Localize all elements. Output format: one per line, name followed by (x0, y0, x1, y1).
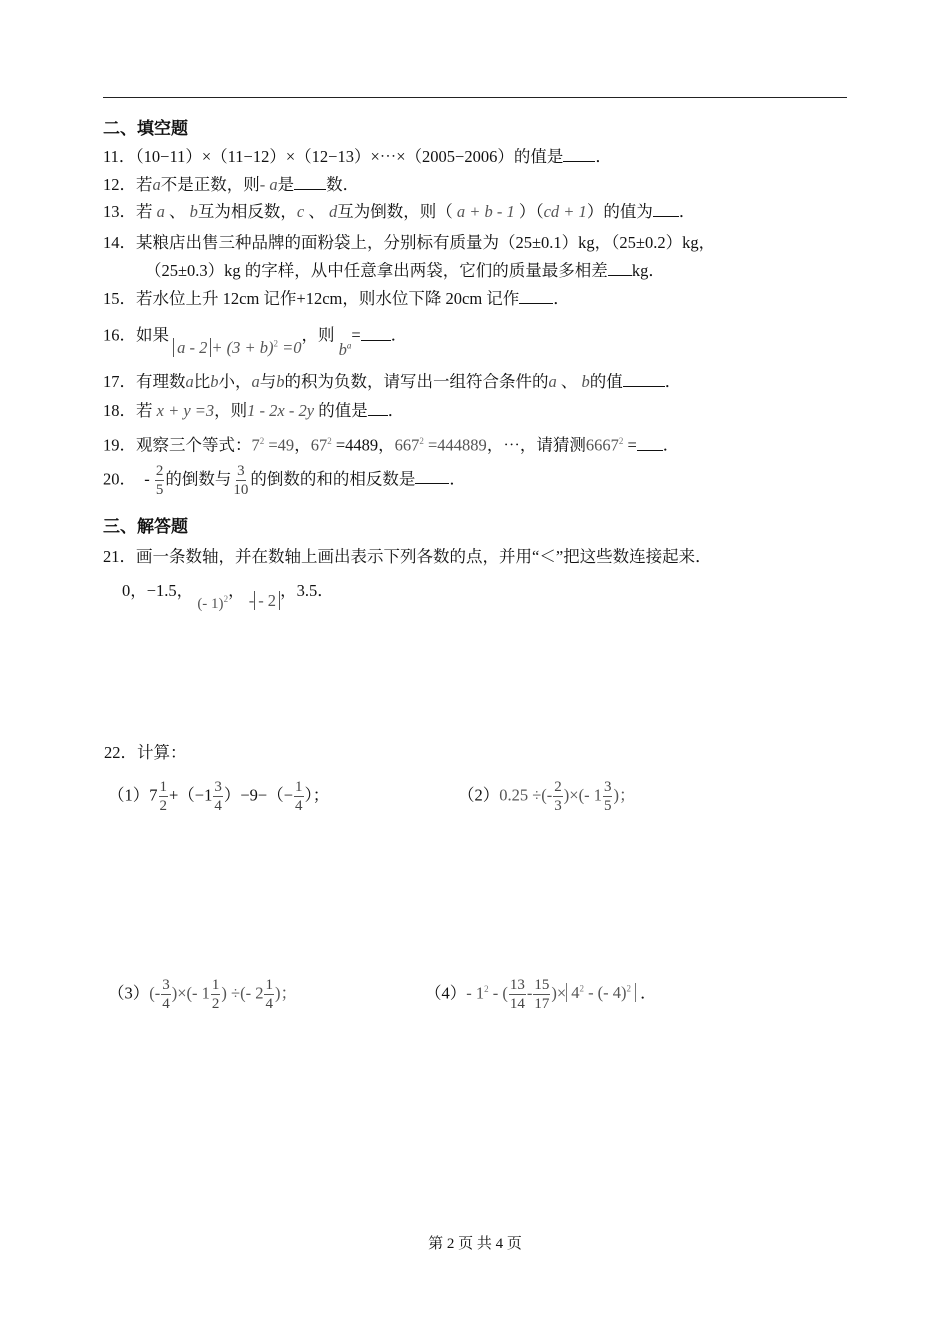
answer-blank (361, 326, 391, 341)
negative-absolute-value: - - 2 (249, 591, 280, 610)
fraction: $\frac{1}{4}$ (265, 977, 273, 1012)
question-17: 17．有理数a比b小，a与b的积为负数，请写出一组符合条件的a 、 b的值 ． (103, 372, 682, 391)
question-20: 20． - $\frac{2}{5}$ 的倒数与 $\frac{3}{10}$ 的倒数的和的相反数是 ． (103, 463, 466, 498)
page-footer: 第 2 页 共 4 页 (428, 1236, 522, 1252)
problem-22-2: （2）0.25 ÷(- $\frac{2}{3}$ )×(- 1 $\frac{3}{5}$ )； (458, 779, 636, 814)
fraction: $\frac{3}{4}$ (162, 977, 170, 1012)
fraction: $\frac{2}{3}$ (554, 779, 562, 814)
question-22: 22．计算： (104, 743, 187, 762)
problem-22-4: （4）- $1^2$ - ( $\frac{13}{14}$ - $\frac{15}{17}$ )× $4^2$ - (- 4)$^2$ ． (425, 977, 657, 1012)
answer-blank (415, 469, 449, 484)
question-15: 15．若水位上升 12cm 记作+12cm，则水位下降 20cm 记作 ． (103, 289, 570, 308)
question-21-numbers: 0，−1.5， (- 1)$^2$， - - 2，3.5． (122, 581, 334, 612)
question-13: 13．若 a 、 b互为相反数，c 、 d互为倒数，则（ a + b - 1 ）（cd + 1）的值为 ． (103, 202, 696, 221)
answer-blank (368, 401, 388, 416)
fraction: $\frac{15}{17}$ (534, 977, 550, 1012)
problem-22-3: （3）(- $\frac{3}{4}$ )×(- 1 $\frac{1}{2}$ ) ÷(- 2 $\frac{1}{4}$ )； (108, 977, 297, 1012)
power-expression: $b^a$ (338, 339, 352, 359)
answer-blank (637, 436, 663, 451)
answer-blank (653, 202, 679, 217)
power-expression: (- 1)$^2$ (197, 594, 229, 612)
answer-blank (519, 289, 553, 304)
question-12: 12．若a不是正数，则- a是 数． (103, 175, 360, 194)
fraction: $\frac{3}{5}$ (603, 779, 612, 814)
question-21: 21．画一条数轴，并在数轴上画出表示下列各数的点，并用“＜”把这些数连接起来． (103, 547, 712, 566)
section-solve-title: 三、解答题 (103, 517, 188, 536)
question-14: 14．某粮店出售三种品牌的面粉袋上，分别标有质量为（25±0.1）kg，（25±0.2）kg， (103, 233, 716, 252)
answer-blank (563, 147, 595, 162)
answer-blank (623, 372, 665, 387)
fraction: $\frac{1}{4}$ (295, 779, 303, 814)
question-14-line-2: （25±0.3）kg 的字样，从中任意拿出两袋，它们的质量最多相差 kg． (145, 261, 665, 280)
fraction: $\frac{13}{14}$ (509, 977, 525, 1012)
answer-blank (608, 261, 632, 276)
bracket-expression: $4^2$ - (- 4)$^2$ (566, 983, 636, 1002)
problem-22-1: （1）7 $\frac{1}{2}$ +（−1 $\frac{3}{4}$ ）−9−（− $\frac{1}{4}$ ）； (108, 779, 330, 814)
fraction: $\frac{3}{10}$ (233, 463, 249, 498)
question-11: 11．（10−11）×（11−12）×（12−13）×⋯×（2005−2006）的值是 ． (103, 147, 612, 166)
answer-blank (294, 175, 326, 190)
fraction: $\frac{1}{2}$ (159, 779, 167, 814)
section-fill-blank-title: 二、填空题 (103, 119, 188, 138)
question-16: 16．如果 $a - 2 + (3 + b)^2 =0$，则 $b^a=$ ． (103, 325, 408, 359)
question-18: 18．若 x + y =3，则1 - 2x - 2y 的值是 ． (103, 401, 405, 420)
fraction: $\frac{1}{2}$ (211, 977, 220, 1012)
question-19: 19．观察三个等式：$7^2 =49$，$67^2 =4489$，$667^2 =444889$，⋯，请猜测$6667^2$ = ． (103, 435, 680, 455)
fraction: $\frac{2}{5}$ (155, 463, 164, 498)
fraction: $\frac{3}{4}$ (214, 779, 222, 814)
math-expression: $a - 2 + (3 + b)^2 =0$ (173, 338, 301, 357)
header-rule (103, 97, 847, 98)
